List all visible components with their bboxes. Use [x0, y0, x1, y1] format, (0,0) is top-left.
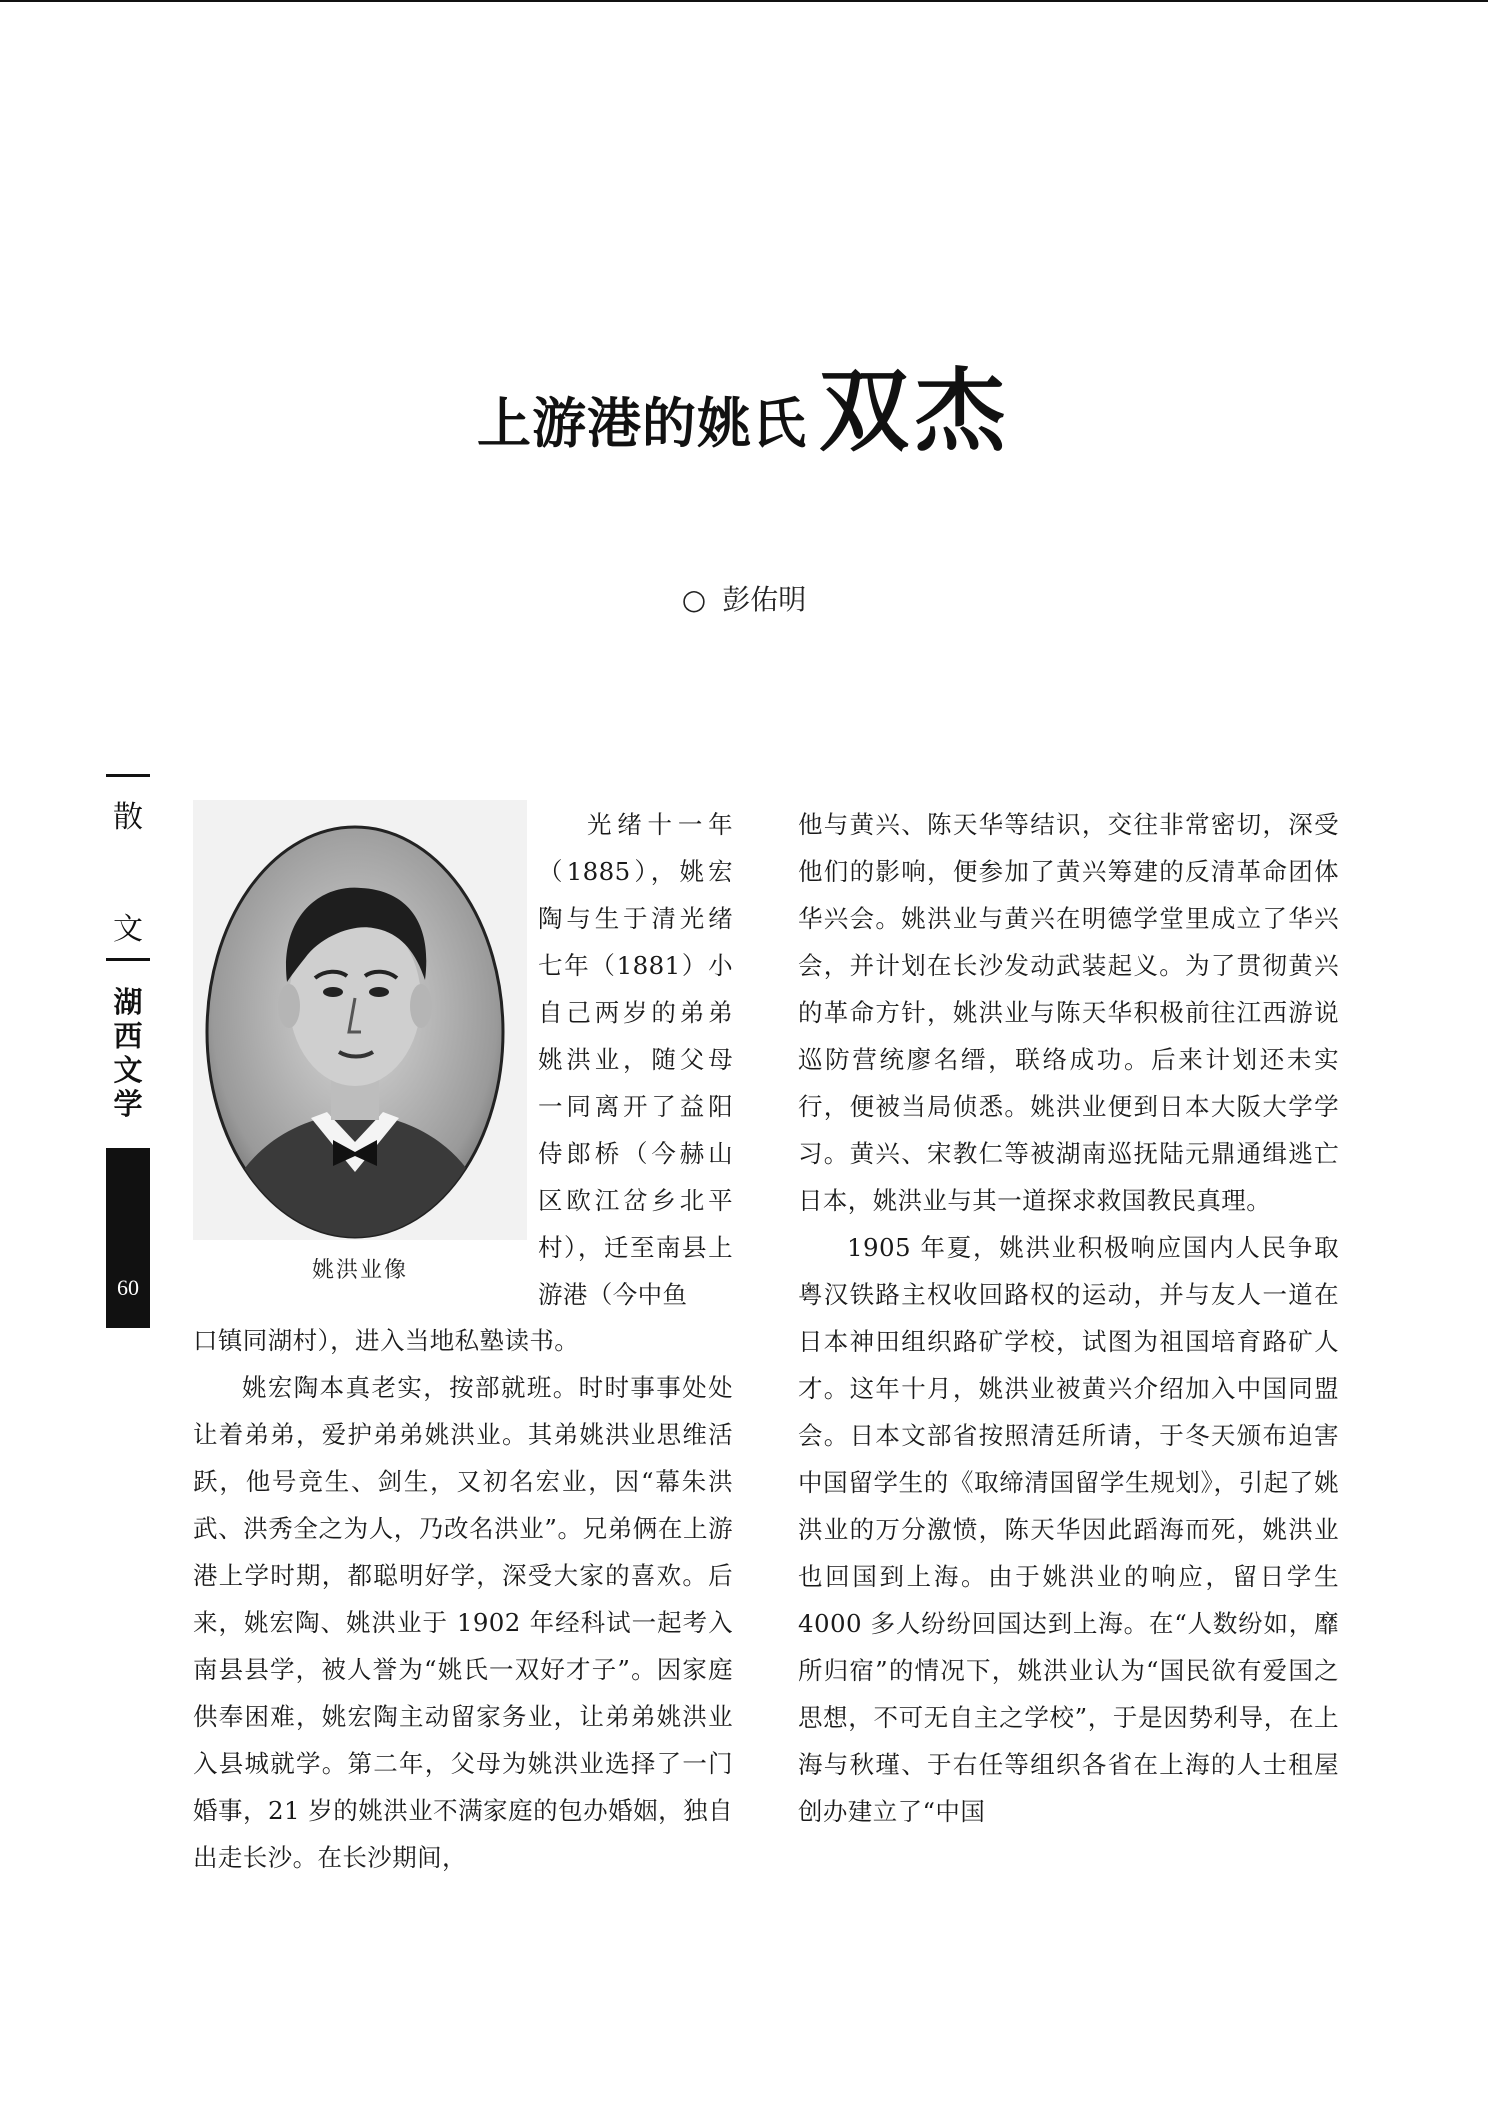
magazine-name [106, 985, 150, 1121]
section-char-2: 文 [113, 912, 143, 947]
side-mid-rule [106, 958, 150, 961]
page-number-box [106, 1148, 150, 1328]
paragraph-left-1-continuation: 口镇同湖村），进入当地私塾读书。 [193, 1326, 580, 1355]
left-column-body [193, 1317, 733, 1881]
author-mark: ○ [681, 583, 707, 616]
section-char-1: 散 [113, 800, 143, 835]
author-byline [0, 578, 1488, 618]
top-border-rule [0, 0, 1488, 2]
right-column-body [798, 801, 1339, 1835]
paragraph-right-1: 他与黄兴、陈天华等结识，交往非常密切，深受他们的影响，便参加了黄兴筹建的反清革命团体华兴会。姚洪业与黄兴在明德学堂里成立了华兴会，并计划在长沙发动武装起义。为了贯彻黄兴的革命方针，姚洪业与陈天华积极前往江西游说巡防营统廖名缙，联络成功。后来计划还未实行，便被当局侦悉。姚洪业便到日本大阪大学学习。黄兴、宋教仁等被湖南巡抚陆元鼎通缉逃亡日本，姚洪业与其一道探求救国教民真理。 [798, 810, 1339, 1215]
title-emphasis-text: 双杰 [819, 359, 1011, 464]
portrait-photo [193, 800, 527, 1288]
magazine-name-text: 湖西文学 [113, 985, 143, 1121]
paragraph-right-2: 1905 年夏，姚洪业积极响应国内人民争取粤汉铁路主权收回路权的运动，并与友人一道在日本神田组织路矿学校，试图为祖国培育路矿人才。这年十月，姚洪业被黄兴介绍加入中国同盟会。日本文部省按照清廷所请，于冬天颁布迫害中国留学生的《取缔清国留学生规划》，引起了姚洪业的万分激愤，陈天华因此蹈海而死，姚洪业也回国到上海。由于姚洪业的响应，留日学生 4000 多人纷纷回国达到上海。在“人数纷如，靡所归宿”的情况下，姚洪业认为“国民欲有爱国之思想，不可无自主之学校”，于是因势利导，在上海与秋瑾、于右任等组织各省在上海的人士租屋创办建立了“中国 [798, 1233, 1339, 1826]
left-column-wrap-text [538, 801, 733, 1318]
portrait-caption: 姚洪业像 [311, 1258, 408, 1283]
paragraph-left-1: 光绪十一年（1885），姚宏陶与生于清光绪七年（1881）小自己两岁的弟弟姚洪业，随父母一同离开了益阳侍郎桥（今赫山区欧江岔乡北平村），迁至南县上游港（今中鱼 [538, 810, 733, 1309]
page-number: 60 [117, 1275, 139, 1300]
paragraph-left-2: 姚宏陶本真老实，按部就班。时时事事处处让着弟弟，爱护弟弟姚洪业。其弟姚洪业思维活跃，他号竞生、剑生，又初名宏业，因“幕朱洪武、洪秀全之为人，乃改名洪业”。兄弟俩在上游港上学时期，都聪明好学，深受大家的喜欢。后来，姚宏陶、姚洪业于 1902 年经科试一起考入南县县学，被人誉为“姚氏一双好才子”。因家庭供奉困难，姚宏陶主动留家务业，让弟弟姚洪业入县城就学。第二年，父母为姚洪业选择了一门婚事，21 岁的姚洪业不满家庭的包办婚姻，独自出走长沙。在长沙期间， [193, 1373, 733, 1872]
side-top-rule [106, 774, 150, 777]
title-main-text: 上游港的姚氏 [477, 392, 807, 455]
author-name: 彭佑明 [722, 583, 807, 616]
article-title [0, 338, 1488, 468]
